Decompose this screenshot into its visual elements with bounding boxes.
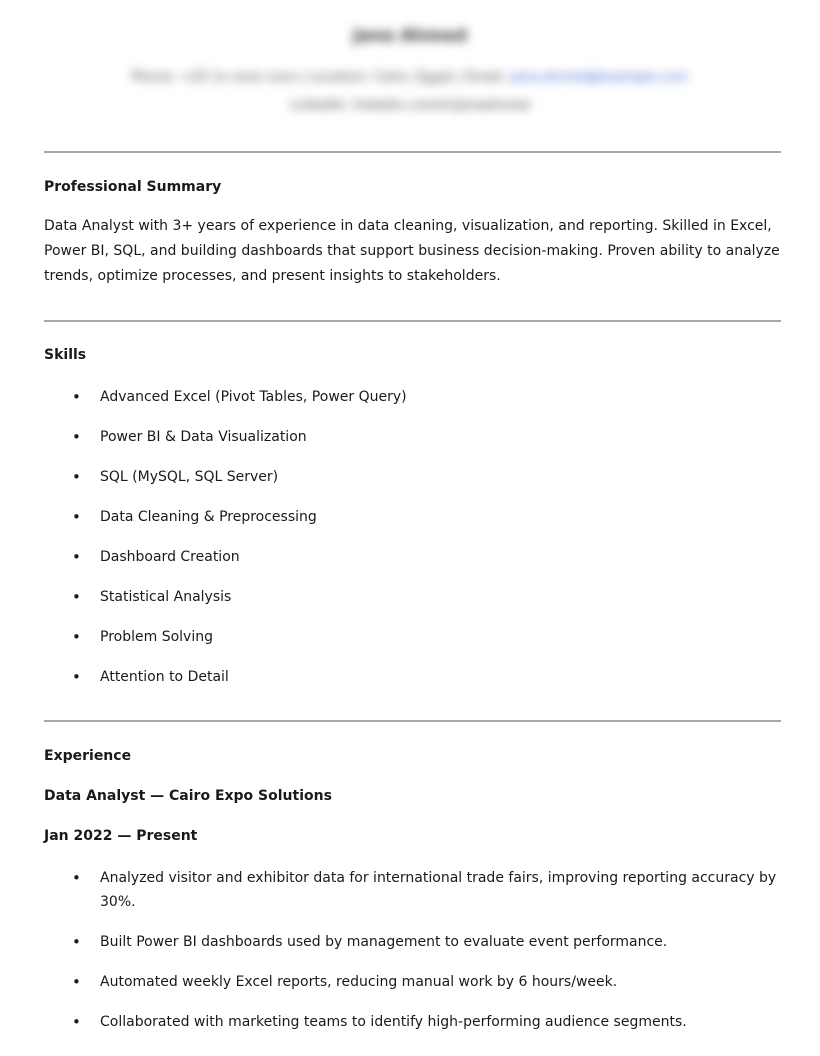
candidate-name: Jana Ahmed	[353, 26, 467, 46]
contact-line-2: LinkedIn: linkedin.com/in/janaahmed	[290, 98, 530, 113]
skills-list	[0, 385, 780, 705]
experience-heading: Experience	[44, 748, 132, 764]
skill-item: • Attention to Detail	[0, 665, 780, 705]
job-dates: Jan 2022 — Present	[44, 828, 198, 844]
divider	[44, 320, 781, 322]
email-link[interactable]: jana.ahmed@example.com	[510, 70, 689, 85]
skill-item: • SQL (MySQL, SQL Server)	[0, 465, 780, 505]
experience-bullets	[0, 866, 780, 1050]
skill-item: • Problem Solving	[0, 625, 780, 665]
job-title: Data Analyst — Cairo Expo Solutions	[44, 788, 332, 804]
experience-bullet: • Analyzed visitor and exhibitor data for international trade fairs, improving reporting accuracy by 30%.	[0, 866, 780, 930]
divider	[44, 151, 781, 153]
skill-item: • Dashboard Creation	[0, 545, 780, 585]
experience-bullet: • Collaborated with marketing teams to identify high-performing audience segments.	[0, 1010, 780, 1050]
summary-text: Data Analyst with 3+ years of experience in data cleaning, visualization, and reporting. Skilled in Excel, Power BI, SQL, and building dashboards that support business decision-making. Proven ability to analyze trends, optimize processes, and present insights to stakeholders.	[44, 218, 780, 284]
summary-heading: Professional Summary	[44, 179, 222, 195]
contact-line-1	[0, 70, 820, 85]
skill-item: • Power BI & Data Visualization	[0, 425, 780, 465]
divider	[44, 720, 781, 722]
experience-bullet: • Built Power BI dashboards used by management to evaluate event performance.	[0, 930, 780, 970]
skill-item: • Advanced Excel (Pivot Tables, Power Query)	[0, 385, 780, 425]
skill-item: • Data Cleaning & Preprocessing	[0, 505, 780, 545]
skills-heading: Skills	[44, 347, 87, 363]
skill-item: • Statistical Analysis	[0, 585, 780, 625]
contact-details: Phone: +20 1x xxxx xxxx | Location: Cairo, Egypt | Email:	[131, 70, 507, 85]
experience-bullet: • Automated weekly Excel reports, reducing manual work by 6 hours/week.	[0, 970, 780, 1010]
